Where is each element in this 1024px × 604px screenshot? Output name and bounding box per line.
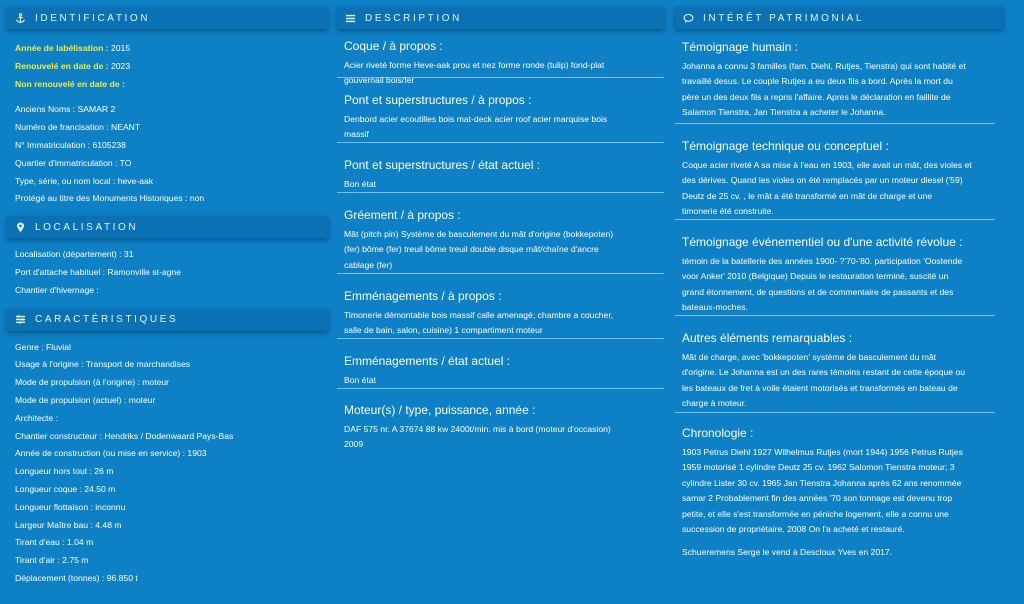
interet-block: [675, 316, 995, 413]
list-icon: [13, 313, 27, 327]
interet-title: INTÉRÊT PATRIMONIAL: [703, 12, 865, 24]
anchor-icon: [13, 11, 27, 25]
caracteristiques-title: CARACTÉRISTIQUES: [35, 314, 179, 326]
info-row: Architecte :: [15, 412, 58, 423]
info-row: Déplacement (tonnes) : 96.850 t: [15, 572, 138, 583]
interet-block: [675, 29, 995, 124]
caracteristiques-list: [7, 331, 328, 588]
block-title: Pont et superstructures / état actuel :: [344, 158, 541, 172]
info-row: Usage à l'origine : Transport de marchandises: [15, 359, 191, 370]
block-text: Schueremens Serge le vend à Descloux Yves en 2017.: [682, 547, 893, 558]
info-row: Mode de propulsion (à l'origine) : moteur: [15, 377, 170, 388]
block-text: Acier riveté forme Heve-aak prou et nez forme ronde (tulip) fond-plat: [344, 60, 605, 70]
label-year-row: [15, 40, 328, 58]
spacer: [15, 93, 328, 101]
block-text: témoin de la batellerie des années 1900- ?'70-'80. participation 'Oostende: [682, 256, 963, 266]
block-text: 1959 motorisé 1 cylindre Deutz 25 cv. 1962 Salomon Tienstra moteur; 3: [682, 462, 955, 473]
info-row: Longueur hors tout : 26 m: [15, 466, 114, 477]
block-text: [682, 537, 1002, 545]
block-title: Coque / à propos :: [344, 39, 443, 53]
info-row: Numéro de francisation : NEANT: [15, 122, 141, 133]
localisation-list: [7, 238, 328, 299]
block-text: cablage (fer): [344, 259, 393, 270]
block-text: DAF 575 nr. A 37674 88 kw 2400t/min. mis à bord (moteur d'occasion): [344, 424, 611, 434]
localisation-title: LOCALISATION: [35, 221, 139, 233]
caracteristiques-header: [7, 309, 328, 331]
block-text: samar 2 Probablement fin des années '70 son tonnage est devenu trop: [682, 493, 953, 504]
block-text: Mât de charge, avec 'bokkepoten' système de basculement du mât: [682, 352, 937, 362]
info-row: Port d'attache habituel : Ramonville st-agne: [15, 266, 181, 277]
info-row: Longueur coque : 24.50 m: [15, 483, 116, 494]
block-text: voor Anker' 2010 (Belgique) Depuis le restauration terminé, suscité un: [682, 271, 949, 282]
block-title: Emménagements / état actuel :: [344, 354, 511, 368]
interet-block: [675, 413, 1002, 561]
block-title: Témoignage technique ou conceptuel :: [682, 139, 889, 153]
block-title: Témoignage événementiel ou d'une activité révolue :: [682, 235, 963, 249]
block-text: 1903 Petrus Diehl 1927 Wilhelmus Rutjes (mort 1944) 1956 Petrus Rutjes: [682, 447, 963, 457]
info-row: Protégé au titre des Monuments Historiques : non: [15, 193, 205, 204]
description-block: [337, 193, 664, 274]
info-row: Tirant d'air : 2.75 m: [15, 555, 89, 566]
block-text: 2009: [344, 439, 364, 450]
info-row: Localisation (département) : 31: [15, 249, 134, 260]
block-text: massif: [344, 129, 369, 140]
info-row: Chantier d'hivernage :: [15, 284, 99, 295]
renewed-row: [15, 58, 328, 76]
block-title: Chronologie :: [682, 426, 754, 440]
description-header: [337, 7, 664, 29]
block-text: Denbord acier ecoutilles bois mat-deck acier roof acier marquise bois: [344, 114, 608, 124]
map-pin-icon: [13, 220, 27, 234]
info-row: Genre : Fluvial: [15, 341, 71, 352]
block-text: travaillé desus. Le couple Rutjes a eu deux fils a bord. Après la mort du: [682, 76, 953, 87]
right-column: [675, 7, 1003, 561]
interet-block: [675, 124, 995, 220]
description-block: [337, 389, 664, 453]
info-row: N° Immatriculation : 6105238: [15, 139, 126, 150]
value-renewed: 2023: [111, 60, 131, 71]
block-text: d'origine. Le Johanna est un des rares témoins restant de cette époque ou: [682, 367, 966, 378]
localisation-header: [7, 216, 328, 238]
block-text: Deutz de 25 cv. , le mât a été transformé en mât de charge et une: [682, 190, 933, 201]
identification-list: [7, 29, 328, 208]
value-year: 2015: [111, 43, 131, 53]
block-text: des dérives. Quand les violes on été remplacés par un moteur diesel ('59): [682, 175, 963, 186]
info-row: Largeur Maître bau : 4.48 m: [15, 519, 122, 530]
info-row: Quartier d'immatriculation : TO: [15, 157, 132, 168]
info-row: Anciens Noms : SAMAR 2: [15, 104, 116, 115]
chat-bubble-icon: [681, 11, 695, 25]
block-title: Autres éléments remarquables :: [682, 331, 853, 345]
info-row: Mode de propulsion (actuel) : moteur: [15, 394, 156, 405]
left-column: [7, 7, 328, 588]
identification-title: IDENTIFICATION: [35, 12, 151, 24]
block-text: gouvernail bois/fer: [344, 75, 415, 86]
description-block: [337, 339, 664, 389]
info-row: Chantier constructeur : Hendriks / Dodenwaard Pays-Bas: [15, 430, 234, 441]
menu-icon: [343, 11, 357, 25]
label-year: Année de labélisation :: [15, 43, 109, 53]
block-text: Bon état: [344, 375, 377, 385]
block-text: succession de propriétaire. 2008 On l'a acheté et restauré.: [682, 524, 905, 535]
block-text: timonerie été construite.: [682, 206, 774, 217]
info-row: Année de construction (ou mise en service) : 1903: [15, 448, 207, 459]
description-block: [337, 29, 664, 86]
block-text: Johanna a connu 3 familles (fam. Diehl, Rutjes, Tienstra) qui sont habité et: [682, 61, 966, 71]
interet-block: [675, 220, 995, 316]
block-text: les bateaux de fret à voile étaient motorisés et transformés en bateau de: [682, 382, 958, 393]
info-row: Longueur flottaison : inconnu: [15, 501, 126, 512]
block-text: charge à moteur.: [682, 398, 747, 409]
not-renewed-row: Non renouvelé en date de :: [15, 78, 125, 89]
block-text: Salamon Tienstra, Jan Tienstra a acheter le Johanna.: [682, 107, 886, 118]
block-text: Bon état: [344, 179, 377, 189]
block-title: Moteur(s) / type, puissance, année :: [344, 403, 536, 417]
block-text: bateaux-moches.: [682, 302, 748, 313]
description-title: DESCRIPTION: [365, 12, 462, 24]
block-text: père un des deux fils a repris l'affaire. Apres le déclaration en faillite de: [682, 91, 951, 102]
block-text: (fer) bôme (fer) treuil bôme treuil double disque mât/chaîne d'ancre: [344, 244, 599, 255]
block-text: cylindre Lister 30 cv. 1965 Jan Tienstra Johanna après 62 ans renommée: [682, 477, 962, 488]
block-title: Témoignage humain :: [682, 40, 799, 54]
description-block: [337, 274, 664, 339]
middle-column: [337, 7, 664, 453]
block-text: grand étonnement, de questions et de commentaire de passants et des: [682, 286, 954, 297]
block-text: Timonerie démontable bois massif calle amenagé; chambre a coucher,: [344, 310, 614, 320]
block-text: salle de bain, salon, cuisine) 1 compartiment moteur: [344, 325, 543, 336]
block-title: Emménagements / à propos :: [344, 289, 502, 303]
identification-header: [7, 7, 328, 29]
block-text: petite, et elle s'est transformée en péniche logement, elle a connu une: [682, 508, 949, 519]
block-title: Pont et superstructures / à propos :: [344, 93, 532, 107]
info-row: Type, série, ou nom local : heve-aak: [15, 175, 154, 186]
description-block: [337, 143, 664, 193]
block-text: Mât (pitch pin) Système de basculement du mât d'origine (bokkepoten): [344, 229, 614, 239]
label-renewed: Renouvelé en date de :: [15, 60, 109, 71]
interet-header: [675, 7, 1003, 29]
info-row: Tirant d'eau : 1.04 m: [15, 537, 94, 548]
block-title: Gréement / à propos :: [344, 208, 461, 222]
block-text: Coque acier riveté A sa mise à l'eau en 1903, elle avait un mât, des violes et: [682, 160, 972, 170]
